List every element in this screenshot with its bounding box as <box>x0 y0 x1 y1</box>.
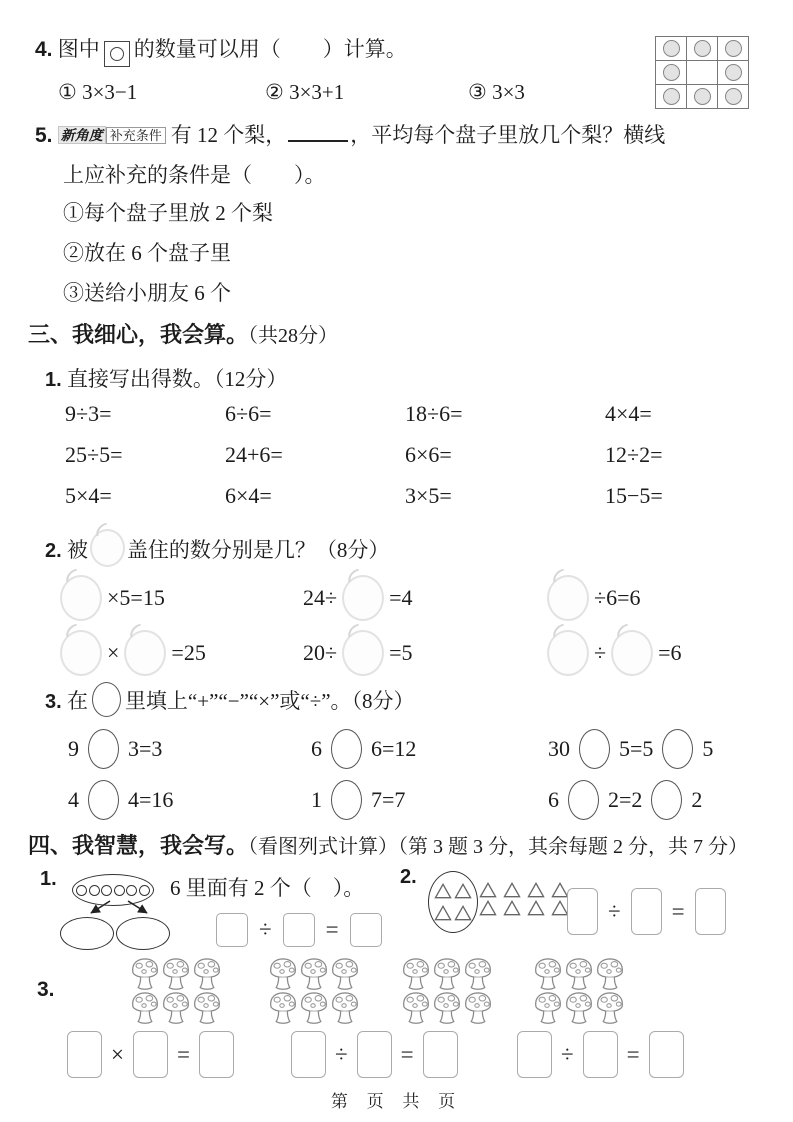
operator-blank-circle[interactable] <box>651 780 682 820</box>
mushroom-icon <box>130 957 160 990</box>
equation-text: 5=5 <box>619 736 654 761</box>
question-number: 4. <box>35 38 53 61</box>
equation-text: 7=7 <box>371 787 406 812</box>
mushroom-group <box>533 957 626 1025</box>
section-note: （第 3 题 3 分，其余每题 2 分，共 7 分） <box>398 836 749 858</box>
answer-box[interactable] <box>67 1031 102 1078</box>
equation-text: 5 <box>702 736 714 761</box>
grid-cell <box>687 85 718 109</box>
question-4-line <box>35 33 407 67</box>
answer-box[interactable] <box>283 913 315 947</box>
arithmetic-problem: 12÷2= <box>605 442 663 467</box>
equation-text: ÷ <box>594 640 607 665</box>
operator-blank-circle[interactable] <box>331 729 362 769</box>
triangle-group <box>479 882 524 916</box>
equation <box>65 776 176 824</box>
question-text: 上应补充的条件是（ ）。 <box>63 163 326 187</box>
answer-box[interactable] <box>423 1031 458 1078</box>
mushroom-groups <box>0 957 793 1029</box>
mushroom-icon <box>130 991 160 1024</box>
mushroom-icon <box>299 957 329 990</box>
item-number: 2. <box>400 866 417 888</box>
equation-text: 2=2 <box>608 787 643 812</box>
mushroom-icon <box>268 957 298 990</box>
empty-oval <box>60 917 114 950</box>
operator-symbol: ÷ <box>259 917 272 942</box>
answer-box[interactable] <box>649 1031 684 1078</box>
grid-cell <box>718 37 749 61</box>
circle-icon <box>694 88 711 105</box>
small-circle-icon <box>126 885 137 896</box>
triangle-icon <box>434 883 452 899</box>
split-arrows-icon <box>76 900 166 918</box>
equation-text: 6 <box>548 787 559 812</box>
mushroom-icon <box>595 991 625 1024</box>
operator-blank-circle[interactable] <box>579 729 610 769</box>
mushroom-icon <box>533 991 563 1024</box>
mushroom-group <box>130 957 223 1025</box>
mushroom-icon <box>192 957 222 990</box>
equals-symbol: = <box>325 917 339 942</box>
arithmetic-problem: 6×4= <box>225 483 272 508</box>
answer-box[interactable] <box>199 1031 234 1078</box>
new-angle-badge: 新角度 <box>58 126 106 144</box>
equation <box>58 629 209 677</box>
grid-cell <box>718 61 749 85</box>
mushroom-group <box>268 957 361 1025</box>
arithmetic-problem: 9÷3= <box>65 401 112 426</box>
section-3-heading <box>28 318 338 349</box>
small-circle-icon <box>139 885 150 896</box>
answer-box[interactable] <box>216 913 248 947</box>
mushroom-icon <box>564 991 594 1024</box>
circle-icon <box>725 88 742 105</box>
supplement-condition-badge: 补充条件 <box>106 127 166 144</box>
sub1-title-line <box>45 363 287 393</box>
section-4-heading <box>28 829 748 860</box>
sub-title: 在 <box>66 689 88 713</box>
equation-text: =25 <box>171 640 206 665</box>
operator-blank-circle[interactable] <box>88 780 119 820</box>
fill-operator-row <box>0 725 793 773</box>
section-score: （共28分） <box>248 325 339 347</box>
triangle-icon <box>434 905 452 921</box>
mushroom-icon <box>564 957 594 990</box>
circle-in-box-icon <box>104 41 130 67</box>
peach-cover-icon <box>547 575 589 621</box>
mushroom-icon <box>330 991 360 1024</box>
equation <box>545 776 705 824</box>
arithmetic-problem: 24+6= <box>225 442 283 467</box>
equation-text: =5 <box>389 640 413 665</box>
q4-option-2[interactable]: ② 3×3+1 <box>265 80 345 104</box>
peach-cover-icon <box>90 529 125 567</box>
fill-operator-row <box>0 776 793 824</box>
answer-box[interactable] <box>631 888 662 935</box>
circled-triangles <box>428 871 478 933</box>
sub3-title-line <box>45 682 415 717</box>
triangle-group <box>527 882 572 916</box>
operator-blank-circle[interactable] <box>88 729 119 769</box>
triangle-icon <box>527 900 545 916</box>
circle-icon <box>725 64 742 81</box>
equation-text: × <box>107 640 120 665</box>
mushroom-icon <box>299 991 329 1024</box>
sub-score: （8分） <box>351 689 415 713</box>
sub-title: 直接写出得数。 <box>66 367 214 391</box>
arithmetic-problem: 3×5= <box>405 483 452 508</box>
small-circle-icon <box>89 885 100 896</box>
arithmetic-problem: 4×4= <box>605 401 652 426</box>
equation-text: 24÷ <box>303 585 338 610</box>
equals-symbol: = <box>400 1041 414 1067</box>
mushroom-group <box>401 957 494 1025</box>
equation <box>545 725 716 773</box>
answer-box[interactable] <box>583 1031 618 1078</box>
question-text: 图中 <box>57 37 100 61</box>
section-title: 四、我智慧，我会写。 <box>28 833 249 858</box>
circle-icon <box>663 40 680 57</box>
item1-text: 6 里面有 2 个（ ）。 <box>170 876 365 900</box>
grid-cell <box>656 85 687 109</box>
triangle-icon <box>479 900 497 916</box>
item-number: 3. <box>37 978 55 1001</box>
question-text: 的数量可以用（ ）计算。 <box>133 37 407 61</box>
equation <box>545 574 643 622</box>
peach-cover-icon <box>60 575 102 621</box>
picture-equation <box>291 1031 458 1078</box>
question-5-line <box>35 119 665 149</box>
triangle-icon <box>503 882 521 898</box>
question-text: 有 12 个梨， <box>170 123 287 147</box>
equation-text: 6 <box>311 736 322 761</box>
equals-symbol: = <box>176 1041 190 1067</box>
equation <box>308 776 408 824</box>
equation-text: ÷6=6 <box>594 585 641 610</box>
sub-title: 被 <box>66 538 88 562</box>
item-number: 1. <box>40 868 57 890</box>
operator-symbol: × <box>111 1041 124 1067</box>
answer-box[interactable] <box>291 1031 326 1078</box>
small-circle-icon <box>114 885 125 896</box>
peach-cover-icon <box>124 630 166 676</box>
equation-text: 6=12 <box>371 736 417 761</box>
equation <box>58 574 168 622</box>
small-circle-icon <box>101 885 112 896</box>
item2-equation <box>567 888 726 935</box>
answer-box[interactable] <box>517 1031 552 1078</box>
equation-text: 9 <box>68 736 79 761</box>
operator-blank-circle[interactable] <box>568 780 599 820</box>
operator-blank-circle[interactable] <box>331 780 362 820</box>
item1-equation <box>216 913 382 947</box>
peach-cover-icon <box>342 575 384 621</box>
triangle-icon <box>454 905 472 921</box>
sub-number: 1. <box>45 369 62 391</box>
sub2-title-line <box>45 529 389 567</box>
sub-title: 里填上“+”“−”“×”或“÷”。 <box>124 689 352 713</box>
sub-title: 盖住的数分别是几？ <box>126 538 316 562</box>
picture-equation <box>517 1031 684 1078</box>
equation <box>65 725 165 773</box>
arithmetic-problem: 5×4= <box>65 483 112 508</box>
equation-text: 4 <box>68 787 79 812</box>
equation <box>300 629 416 677</box>
mushroom-icon <box>401 957 431 990</box>
grid-cell <box>718 85 749 109</box>
sub-score: （12分） <box>213 367 288 391</box>
circle-icon <box>663 88 680 105</box>
section-note: （看图列式计算） <box>248 836 399 858</box>
equation-text: 2 <box>691 787 703 812</box>
equation-text: 4=16 <box>128 787 174 812</box>
equation-text: 30 <box>548 736 570 761</box>
circle-icon <box>725 40 742 57</box>
equation-text: 20÷ <box>303 640 338 665</box>
operator-symbol: ÷ <box>561 1041 574 1067</box>
equation-text: 3=3 <box>128 736 163 761</box>
small-circle-icon <box>76 885 87 896</box>
mushroom-icon <box>432 991 462 1024</box>
peach-cover-icon <box>611 630 653 676</box>
triangle-icon <box>503 900 521 916</box>
item3-equations <box>0 1031 793 1079</box>
equation-text: ×5=15 <box>107 585 165 610</box>
q5-option-3[interactable]: ③送给小朋友 6 个 <box>63 281 231 305</box>
arithmetic-problem: 6÷6= <box>225 401 272 426</box>
answer-box[interactable] <box>357 1031 392 1078</box>
answer-box[interactable] <box>350 913 382 947</box>
mushroom-icon <box>463 991 493 1024</box>
operator-symbol: ÷ <box>608 898 621 924</box>
circle-icon <box>694 40 711 57</box>
mushroom-icon <box>268 991 298 1024</box>
mushroom-icon <box>595 957 625 990</box>
mushroom-icon <box>330 957 360 990</box>
equation <box>300 574 416 622</box>
equation-text: =4 <box>389 585 413 610</box>
sub-number: 3. <box>45 691 62 713</box>
equation <box>545 629 685 677</box>
peach-cover-icon <box>547 630 589 676</box>
operator-blank-circle[interactable] <box>662 729 693 769</box>
equals-symbol: = <box>671 898 685 924</box>
triangle-icon <box>527 882 545 898</box>
triangle-icon <box>454 883 472 899</box>
q4-option-3[interactable]: ③ 3×3 <box>468 80 525 104</box>
circle-icon <box>663 64 680 81</box>
mushroom-icon <box>161 957 191 990</box>
empty-oval <box>116 917 170 950</box>
covered-number-row <box>0 629 793 677</box>
grid-cell <box>656 61 687 85</box>
fill-blank-line[interactable] <box>288 126 348 142</box>
answer-box[interactable] <box>133 1031 168 1078</box>
mushroom-icon <box>432 957 462 990</box>
q5-option-2[interactable]: ②放在 6 个盘子里 <box>63 241 231 265</box>
mushroom-icon <box>401 991 431 1024</box>
mushroom-icon <box>192 991 222 1024</box>
q4-option-1[interactable]: ① 3×3−1 <box>58 80 138 104</box>
operator-blank-circle <box>92 682 121 717</box>
page-footer: 第 页 共 页 <box>330 1092 463 1111</box>
answer-box[interactable] <box>695 888 726 935</box>
peach-cover-icon <box>342 630 384 676</box>
sub-score: （8分） <box>315 538 390 562</box>
equation-text: =6 <box>658 640 682 665</box>
sub-number: 2. <box>45 540 62 562</box>
grid-cell <box>687 37 718 61</box>
arithmetic-problem: 25÷5= <box>65 442 123 467</box>
question-text: ，平均每个盘子里放几个梨？横线 <box>350 123 666 147</box>
arithmetic-problem: 15−5= <box>605 483 663 508</box>
question-number: 5. <box>35 124 53 147</box>
covered-number-row <box>0 574 793 622</box>
arithmetic-problem: 18÷6= <box>405 401 463 426</box>
section-title: 三、我细心，我会算。 <box>28 322 249 347</box>
problems-grid <box>65 401 765 524</box>
mushroom-icon <box>533 957 563 990</box>
mushroom-icon <box>161 991 191 1024</box>
answer-box[interactable] <box>567 888 598 935</box>
grid-cell <box>656 37 687 61</box>
q5-option-1[interactable]: ①每个盘子里放 2 个梨 <box>63 201 273 225</box>
grid-cell <box>687 61 718 85</box>
arithmetic-problem: 6×6= <box>405 442 452 467</box>
q4-grid <box>655 36 749 109</box>
mushroom-icon <box>463 957 493 990</box>
operator-symbol: ÷ <box>335 1041 348 1067</box>
equation <box>308 725 419 773</box>
equation-text: 1 <box>311 787 322 812</box>
picture-equation <box>67 1031 234 1078</box>
peach-cover-icon <box>60 630 102 676</box>
equals-symbol: = <box>626 1041 640 1067</box>
triangle-icon <box>479 882 497 898</box>
